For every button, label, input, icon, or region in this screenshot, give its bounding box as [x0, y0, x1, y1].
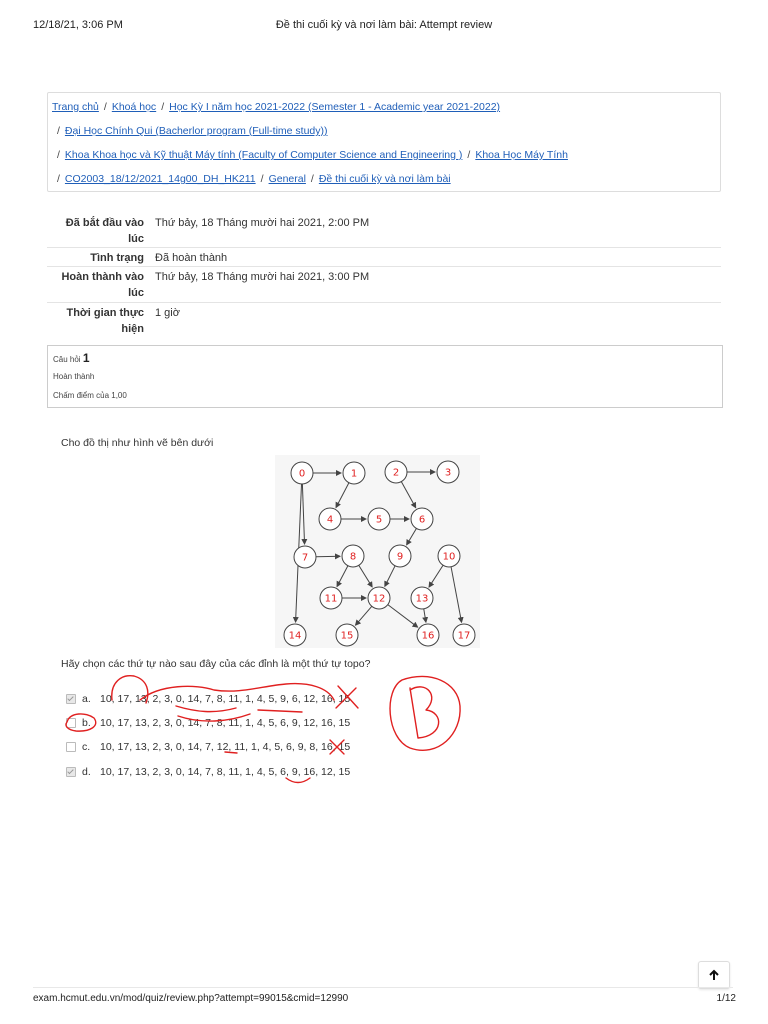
completed-label: Hoàn thành vào lúc: [61, 271, 144, 299]
summary-row-completed: [47, 267, 721, 303]
graph-node-label-3: 3: [444, 467, 452, 479]
question-state: Hoàn thành: [53, 372, 95, 381]
graph-figure: [275, 455, 480, 648]
breadcrumb-courses-link[interactable]: Khoá học: [111, 101, 157, 113]
graph-node-label-4: 4: [326, 514, 334, 526]
breadcrumb-line-3: / Khoa Khoa học và Kỹ thuật Máy tính (Faculty of Computer Science and Engineering ) / Khoa Học Máy Tính: [57, 149, 568, 161]
summary-row-state: [47, 248, 721, 267]
graph-edge-7-8: [316, 556, 340, 557]
graph-node-label-11: 11: [324, 593, 338, 605]
option-a-checkbox[interactable]: [66, 694, 76, 704]
completed-value: Thứ bảy, 18 Tháng mười hai 2021, 3:00 PM: [155, 271, 370, 283]
option-c-text: 10, 17, 13, 2, 3, 0, 14, 7, 12, 11, 1, 4, 5, 6, 9, 8, 16, 15: [100, 741, 351, 753]
graph-node-label-17: 17: [457, 630, 471, 642]
graph-node-label-15: 15: [340, 630, 354, 642]
option-c-checkbox[interactable]: [66, 742, 76, 752]
question-number: Câu hỏi 1: [53, 351, 90, 365]
graph-node-label-16: 16: [421, 630, 435, 642]
started-value: Thứ bảy, 18 Tháng mười hai 2021, 2:00 PM: [155, 217, 370, 229]
graph-node-label-6: 6: [418, 514, 426, 526]
breadcrumb-semester-link[interactable]: Học Kỳ I năm học 2021-2022 (Semester 1 - Academic year 2021-2022): [169, 101, 501, 113]
ink-smile-d: [286, 778, 310, 783]
duration-label: Thời gian thực hiện: [66, 307, 144, 335]
breadcrumb-line-1: Trang chủ / Khoá học / Học Kỳ I năm học 2021-2022 (Semester 1 - Academic year 2021-2022): [52, 101, 501, 113]
graph-node-label-0: 0: [298, 468, 306, 480]
print-datetime: 12/18/21, 3:06 PM: [33, 19, 123, 31]
ink-big-circle: [390, 676, 460, 750]
breadcrumb-course-link[interactable]: CO2003_18/12/2021_14g00_DH_HK211: [64, 173, 256, 185]
answer-option-b[interactable]: [66, 717, 350, 729]
breadcrumb-faculty-link[interactable]: Khoa Khoa học và Kỹ thuật Máy tính (Faculty of Computer Science and Engineering ): [64, 149, 463, 161]
breadcrumb-program-link[interactable]: Đại Học Chính Qui (Bacherlor program (Full-time study)): [64, 125, 328, 137]
print-title: Đề thi cuối kỳ và nơi làm bài: Attempt review: [275, 19, 493, 31]
option-d-checkbox[interactable]: [66, 767, 76, 777]
graph-node-label-5: 5: [375, 514, 383, 526]
ink-arc-3: [176, 706, 236, 712]
summary-row-started: [47, 212, 721, 248]
question-prompt: Hãy chọn các thứ tự nào sau đây của các đỉnh là một thứ tự topo?: [61, 658, 371, 670]
footer-url: exam.hcmut.edu.vn/mod/quiz/review.php?attempt=99015&cmid=12990: [33, 993, 349, 1004]
answer-option-c[interactable]: [66, 741, 350, 753]
graph-node-label-13: 13: [415, 593, 429, 605]
option-d-letter: d.: [82, 766, 91, 778]
graph-node-label-12: 12: [372, 593, 386, 605]
option-c-letter: c.: [82, 741, 91, 753]
ink-underline-1: [258, 710, 302, 712]
breadcrumb-line-2: / Đại Học Chính Qui (Bacherlor program (Full-time study)): [57, 125, 328, 137]
footer-divider: [33, 987, 733, 988]
question-text: Cho đồ thị như hình vẽ bên dưới: [61, 437, 214, 449]
scroll-to-top-button[interactable]: [698, 961, 730, 989]
ink-letter-b: [410, 687, 439, 738]
answer-option-d[interactable]: [66, 766, 350, 778]
state-label: Tình trạng: [90, 252, 144, 264]
duration-value: 1 giờ: [155, 307, 180, 319]
graph-node-label-1: 1: [350, 468, 358, 480]
state-value: Đã hoàn thành: [155, 252, 228, 264]
option-a-text: 10, 17, 13, 2, 3, 0, 14, 7, 8, 11, 1, 4, 5, 9, 6, 12, 16, 15: [100, 693, 351, 705]
option-d-text: 10, 17, 13, 2, 3, 0, 14, 7, 8, 11, 1, 4, 5, 6, 9, 16, 12, 15: [100, 766, 351, 778]
graph-node-label-8: 8: [349, 551, 357, 563]
graph-node-label-2: 2: [392, 467, 400, 479]
arrow-up-icon: [708, 969, 720, 981]
answer-option-a[interactable]: [66, 693, 350, 705]
option-a-letter: a.: [82, 693, 91, 705]
breadcrumb-line-4: / CO2003_18/12/2021_14g00_DH_HK211 / General / Đề thi cuối kỳ và nơi làm bài: [57, 173, 451, 185]
graph-node-label-10: 10: [442, 551, 456, 563]
graph-node-label-7: 7: [301, 552, 309, 564]
started-label: Đã bắt đầu vào lúc: [65, 217, 144, 245]
option-b-letter: b.: [82, 717, 91, 729]
option-b-checkbox[interactable]: [66, 718, 76, 728]
breadcrumb-general-link[interactable]: General: [268, 173, 306, 185]
breadcrumb-exam-link[interactable]: Đề thi cuối kỳ và nơi làm bài: [318, 173, 451, 185]
footer-page: 1/12: [716, 993, 736, 1004]
option-b-text: 10, 17, 13, 2, 3, 0, 14, 7, 8, 11, 1, 4, 5, 6, 9, 12, 16, 15: [100, 717, 351, 729]
breadcrumb-department-link[interactable]: Khoa Học Máy Tính: [475, 149, 568, 161]
graph-node-label-14: 14: [288, 630, 302, 642]
breadcrumb-home-link[interactable]: Trang chủ: [52, 101, 99, 113]
question-grade: Chấm điểm của 1,00: [53, 391, 127, 400]
attempt-summary-table: [47, 212, 721, 339]
breadcrumb: [47, 92, 721, 192]
question-info-box: [47, 345, 723, 408]
graph-node-label-9: 9: [396, 551, 404, 563]
summary-row-duration: [47, 303, 721, 339]
